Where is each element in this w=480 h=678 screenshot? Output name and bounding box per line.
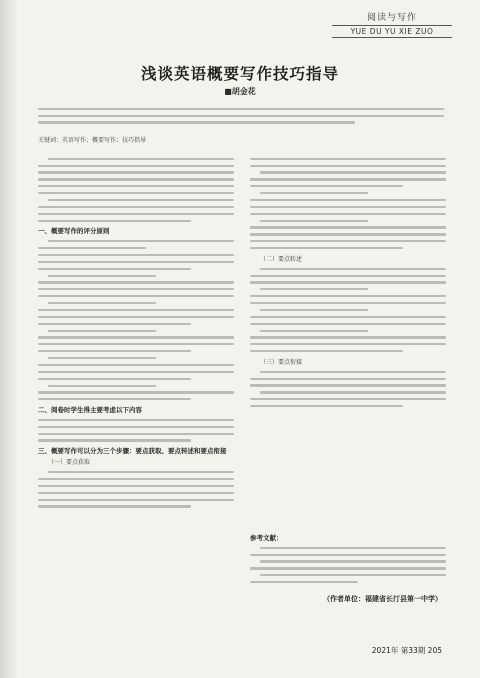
- body-line: [38, 220, 191, 222]
- body-line: [250, 336, 446, 338]
- page-spine-shadow: [0, 0, 18, 678]
- body-line: [38, 478, 234, 480]
- body-line: [260, 288, 368, 290]
- body-line: [250, 199, 446, 201]
- reference-line: [250, 567, 446, 569]
- author-affiliation: （作者单位：福建省长汀县第一中学）: [323, 595, 442, 603]
- body-line: [38, 336, 234, 338]
- body-line: [260, 192, 368, 194]
- body-line: [48, 275, 156, 277]
- body-line: [250, 281, 446, 283]
- section-heading: 一、概要写作的评分原则: [38, 227, 110, 236]
- body-line: [38, 254, 234, 256]
- abstract-line: [38, 121, 355, 123]
- body-line: [48, 158, 234, 160]
- body-line: [250, 185, 403, 187]
- body-line: [38, 391, 234, 393]
- body-line: [48, 199, 234, 201]
- body-line: [38, 492, 234, 494]
- body-line: [260, 371, 446, 373]
- body-line: [260, 391, 446, 393]
- body-line: [38, 288, 234, 290]
- body-line: [38, 323, 191, 325]
- body-line: [250, 213, 446, 215]
- body-line: [250, 384, 446, 386]
- body-line: [38, 281, 234, 283]
- reference-line: [260, 574, 446, 576]
- subsection-heading: （二）要点转述: [260, 255, 303, 263]
- reference-line: [260, 560, 446, 562]
- body-line: [38, 371, 234, 373]
- body-line: [38, 268, 191, 270]
- subsection-heading: （一）要点获取: [48, 459, 91, 467]
- body-line: [38, 350, 191, 352]
- body-line: [250, 178, 446, 180]
- abstract-line: [38, 115, 444, 117]
- body-line: [48, 240, 234, 242]
- body-line: [38, 206, 234, 208]
- subsection-heading: （三）要点衔接: [260, 359, 303, 366]
- body-line: [250, 343, 446, 345]
- reference-line: [260, 547, 446, 549]
- body-line: [48, 357, 156, 359]
- body-line: [38, 364, 234, 366]
- body-line: [38, 213, 234, 215]
- body-line: [38, 419, 234, 421]
- body-line: [250, 405, 403, 407]
- column-name-pinyin: YUE DU YU XIE ZUO: [332, 25, 452, 38]
- column-header: [332, 10, 452, 38]
- body-line: [38, 426, 234, 428]
- body-line: [38, 439, 191, 441]
- abstract-block: [38, 103, 444, 128]
- body-line: [250, 302, 446, 304]
- body-line: [38, 505, 191, 507]
- body-line: [250, 247, 403, 249]
- body-line: [38, 499, 234, 501]
- left-column: [38, 153, 234, 512]
- body-line: [38, 165, 234, 167]
- body-line: [38, 309, 234, 311]
- keywords: 关键词：英语写作；概要写作；技巧指导: [38, 137, 147, 144]
- body-line: [260, 220, 368, 222]
- body-line: [38, 192, 234, 194]
- body-line: [38, 433, 234, 435]
- body-line: [250, 295, 446, 297]
- column-name-cn: 阅读与写作: [366, 13, 417, 23]
- article-title: 浅谈英语概要写作技巧指导: [140, 65, 339, 83]
- reference-line: [250, 554, 446, 556]
- references: [250, 530, 446, 588]
- abstract-line: [38, 108, 444, 110]
- references-heading: 参考文献：: [250, 534, 283, 542]
- body-line: [260, 268, 446, 270]
- body-line: [38, 178, 234, 180]
- body-line: [38, 398, 191, 400]
- body-line: [250, 165, 446, 167]
- right-column: [250, 153, 446, 412]
- body-line: [38, 261, 234, 263]
- body-line: [48, 471, 234, 473]
- body-line: [250, 275, 446, 277]
- page-footer: 2021年 第33期 205: [371, 646, 442, 655]
- body-line: [38, 247, 146, 249]
- section-heading: 二、阅卷时学生得主要考虑以下内容: [38, 406, 142, 415]
- body-line: [250, 350, 403, 352]
- body-line: [250, 323, 446, 325]
- body-line: [48, 302, 156, 304]
- body-line: [250, 226, 446, 228]
- article-author: ■胡金花: [224, 87, 256, 96]
- section-heading: 三、概要写作可以分为三个步骤：要点获取、要点转述和要点衔接: [38, 447, 227, 456]
- body-line: [38, 185, 234, 187]
- body-line: [260, 171, 446, 173]
- body-line: [250, 158, 446, 160]
- body-line: [260, 330, 368, 332]
- body-line: [38, 316, 234, 318]
- body-line: [48, 385, 156, 387]
- body-line: [38, 171, 234, 173]
- body-line: [38, 378, 191, 380]
- body-line: [250, 398, 446, 400]
- body-line: [250, 233, 446, 235]
- body-line: [38, 295, 234, 297]
- body-line: [48, 330, 156, 332]
- body-line: [250, 240, 446, 242]
- body-line: [250, 316, 446, 318]
- body-line: [260, 309, 368, 311]
- body-line: [250, 378, 446, 380]
- body-line: [38, 485, 234, 487]
- reference-line: [250, 581, 358, 583]
- body-line: [38, 343, 234, 345]
- body-line: [250, 206, 446, 208]
